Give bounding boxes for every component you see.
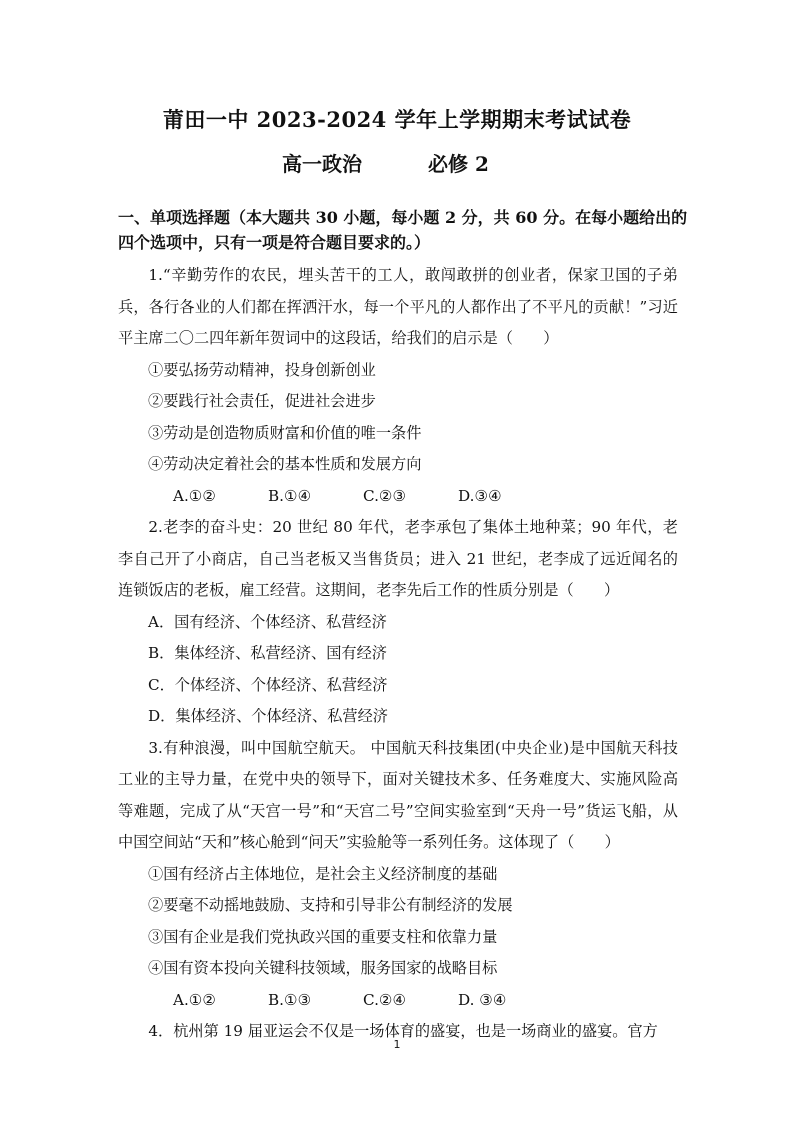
choice-c: C.②④ xyxy=(363,990,407,1009)
question-1-item-3: ③劳动是创造物质财富和价值的唯一条件 xyxy=(148,423,422,442)
choice-b: B．集体经济、私营经济、国有经济 xyxy=(148,644,387,662)
question-1-item-2: ②要践行社会责任，促进社会进步 xyxy=(148,392,376,410)
choice-a: A.①② xyxy=(173,990,217,1009)
choice-d: D.③④ xyxy=(458,486,502,505)
question-1-choices xyxy=(118,481,678,513)
question-1-stem: 1.“辛勤劳作的农民，埋头苦干的工人，敢闯敢拼的创业者，保家卫国的子弟兵，各行各业的人们都在挥洒汗水，每一个平凡的人都作出了不平凡的贡献！”习近平主席二〇二四年新年贺词中的这段话，给我们的启示是（ ） xyxy=(118,266,678,347)
question-1-item-1: ①要弘扬劳动精神，投身创新创业 xyxy=(148,360,376,379)
question-2-stem: 2.老李的奋斗史：20 世纪 80 年代，老李承包了集体土地种菜；90 年代，老李自己开了小商店，自己当老板又当售货员；进入 21 世纪，老李成了远近闻名的连锁饭店的老板，雇工经营。这期间，老李先后工作的性质分别是（ ） xyxy=(118,518,678,599)
question-2-choices-row-2 xyxy=(118,670,678,733)
question-3-stem: 3.有种浪漫，叫中国航空航天。 中国航天科技集团(中央企业)是中国航天科技工业的主导力量，在党中央的领导下，面对关键技术多、任务难度大、实施风险高等难题，完成了从“天宫一号”和“天宫二号”空间实验室到“天舟一号”货运飞船，从中国空间站“天和”核心舱到“问天”实验舱等一系列任务。这体现了（ ） xyxy=(118,738,678,851)
exam-title: 莆田一中 2023-2024 学年上学期期末考试试卷 xyxy=(162,107,632,132)
question-body xyxy=(118,260,678,1048)
choice-a: A．国有经济、个体经济、私营经济 xyxy=(148,612,387,631)
question-3-item-3: ③国有企业是我们党执政兴国的重要支柱和依靠力量 xyxy=(148,927,498,946)
section-heading: 一、单项选择题（本大题共 30 小题，每小题 2 分，共 60 分。在每小题给出的四个选项中，只有一项是符合题目要求的。） xyxy=(118,208,688,252)
subject-label: 高一政治 xyxy=(282,152,362,176)
choice-b: B.①③ xyxy=(268,990,312,1009)
question-1-item-4: ④劳动决定着社会的基本性质和发展方向 xyxy=(148,455,422,473)
choice-d: D．集体经济、个体经济、私营经济 xyxy=(148,707,388,725)
page-number: 1 xyxy=(393,1038,401,1051)
question-2-choices-row-1 xyxy=(118,607,678,670)
module-label: 必修 2 xyxy=(428,152,489,176)
choice-b: B.①④ xyxy=(268,486,312,505)
choice-d: D. ③④ xyxy=(458,990,507,1009)
choice-c: C．个体经济、个体经济、私营经济 xyxy=(148,675,388,694)
question-3-choices xyxy=(118,985,678,1017)
choice-c: C.②③ xyxy=(363,486,407,505)
question-3-item-4: ④国有资本投向关键科技领域，服务国家的战略目标 xyxy=(148,959,498,977)
choice-a: A.①② xyxy=(173,486,217,505)
question-3-item-1: ①国有经济占主体地位，是社会主义经济制度的基础 xyxy=(148,864,498,883)
question-3-item-2: ②要毫不动摇地鼓励、支持和引导非公有制经济的发展 xyxy=(148,896,513,914)
question-4-stem: 4．杭州第 19 届亚运会不仅是一场体育的盛宴，也是一场商业的盛宴。官方 xyxy=(148,1022,658,1040)
